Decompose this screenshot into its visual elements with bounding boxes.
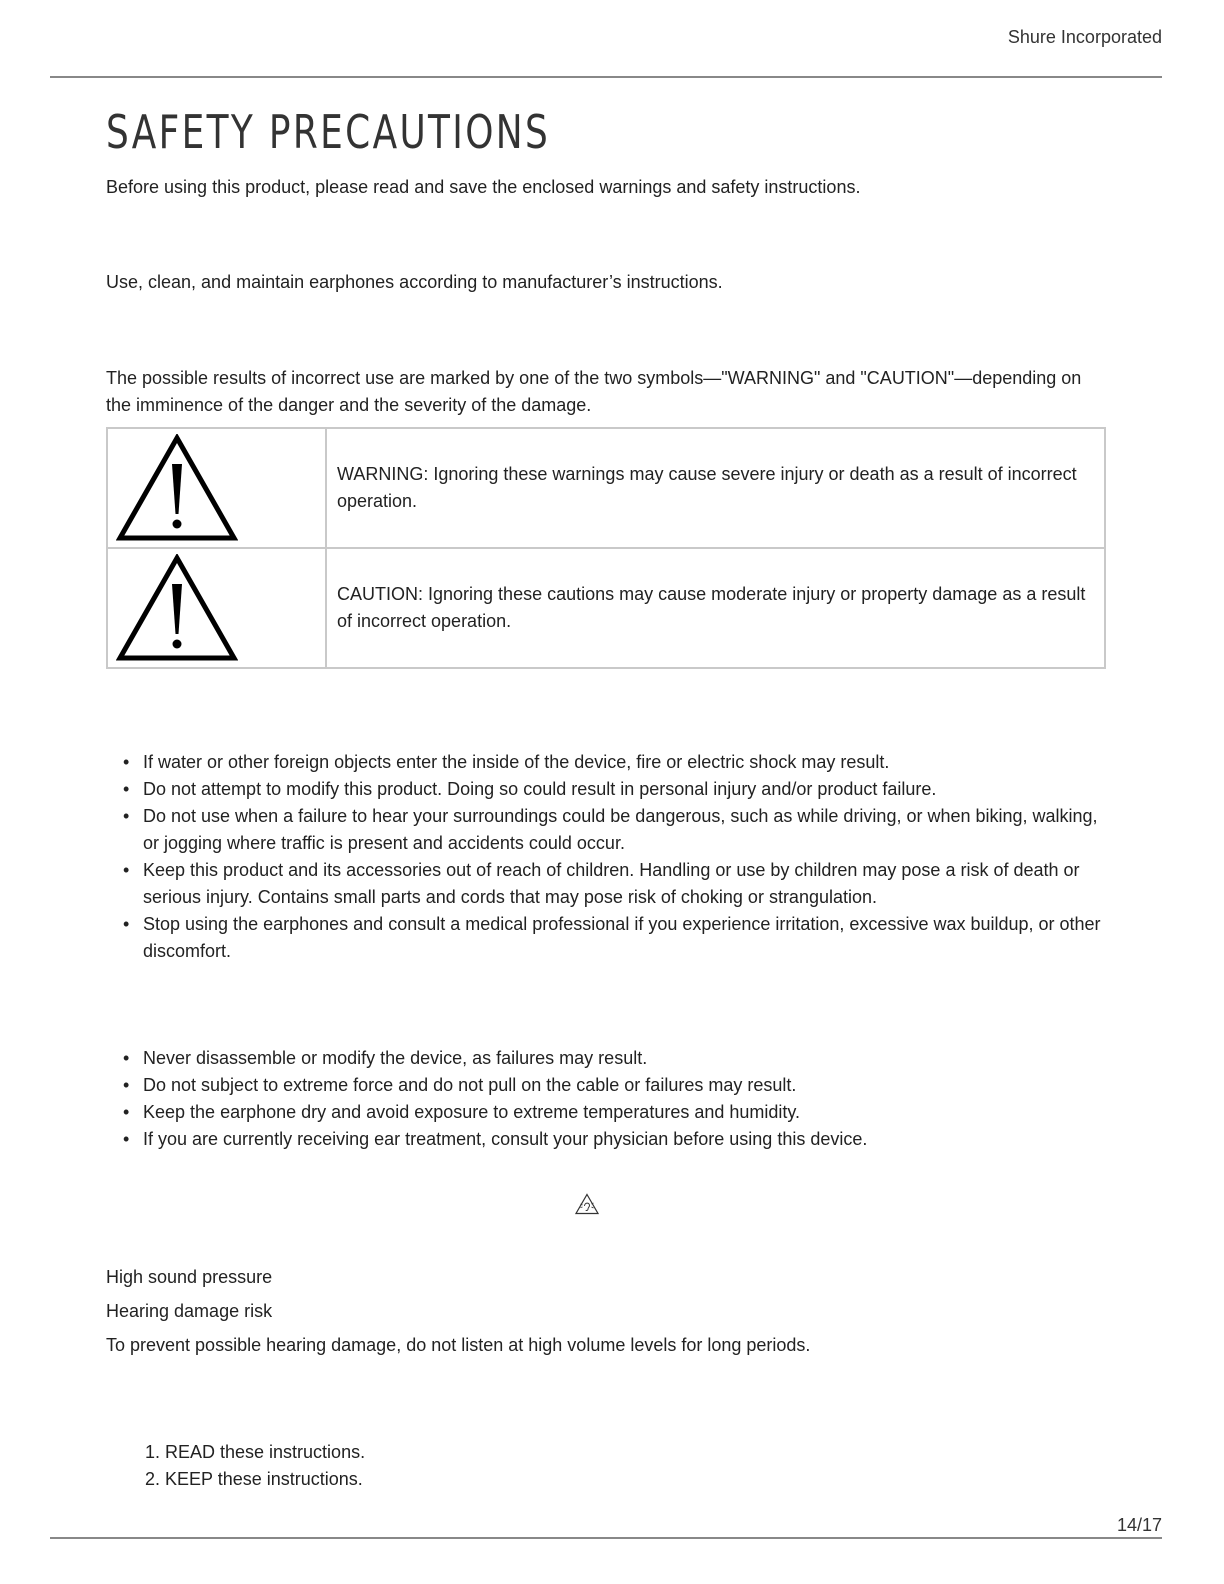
symbol-table	[106, 427, 1106, 669]
header-company-name: Shure Incorporated	[1007, 27, 1162, 47]
warning-list	[106, 749, 1106, 965]
list-item: • If water or other foreign objects enter the inside of the device, fire or electric shock may result.	[143, 749, 1106, 776]
list-item: • If you are currently receiving ear treatment, consult your physician before using this device.	[143, 1126, 1106, 1153]
list-item: 2. KEEP these instructions.	[165, 1466, 1106, 1493]
list-item: • Do not use when a failure to hear your surroundings could be dangerous, such as while driving, or when biking, walking, or jogging where traffic is present and accidents could occur.	[143, 803, 1106, 857]
use-clean-paragraph: Use, clean, and maintain earphones according to manufacturer’s instructions.	[106, 272, 723, 292]
hearing-damage-icon	[575, 1193, 599, 1215]
symbol-cell	[107, 548, 326, 668]
caution-list	[106, 1045, 1106, 1153]
symbol-description: CAUTION: Ignoring these cautions may cause moderate injury or property damage as a result of incorrect operation.	[326, 548, 1105, 668]
hearing-line-2: Hearing damage risk	[106, 1301, 273, 1321]
symbol-row-warning	[107, 428, 1105, 548]
list-item: • Do not attempt to modify this product. Doing so could result in personal injury and/or product failure.	[143, 776, 1106, 803]
list-item: • Do not subject to extreme force and do not pull on the cable or failures may result.	[143, 1072, 1106, 1099]
hearing-line-1: High sound pressure	[106, 1267, 273, 1287]
list-item: • Keep the earphone dry and avoid exposure to extreme temperatures and humidity.	[143, 1099, 1106, 1126]
list-item: 1. READ these instructions.	[165, 1439, 1106, 1466]
header-divider	[50, 76, 1162, 78]
symbol-cell	[107, 428, 326, 548]
instructions-list	[106, 1439, 1106, 1493]
warning-triangle-icon	[116, 434, 238, 542]
symbol-description: WARNING: Ignoring these warnings may cause severe injury or death as a result of incorrect operation.	[326, 428, 1105, 548]
list-item: • Keep this product and its accessories out of reach of children. Handling or use by children may pose a risk of death or serious injury. Contains small parts and cords that may pose risk of choking or strangulation.	[143, 857, 1106, 911]
list-item: • Stop using the earphones and consult a medical professional if you experience irritation, excessive wax buildup, or other discomfort.	[143, 911, 1106, 965]
hearing-line-3: To prevent possible hearing damage, do not listen at high volume levels for long periods.	[106, 1335, 811, 1355]
page-content	[106, 100, 1106, 1493]
possible-results-paragraph: The possible results of incorrect use are marked by one of the two symbols—"WARNING" and "CAUTION"—depending on the imminence of the danger and the severity of the damage.	[106, 368, 1082, 415]
symbol-row-caution	[107, 548, 1105, 668]
page-title: SAFETY PRECAUTIONS	[106, 105, 551, 159]
footer-divider	[50, 1537, 1162, 1539]
hearing-icon-wrap	[106, 1193, 1106, 1223]
intro-paragraph: Before using this product, please read and save the enclosed warnings and safety instructions.	[106, 177, 861, 197]
caution-triangle-icon	[116, 554, 238, 662]
list-item: • Never disassemble or modify the device, as failures may result.	[143, 1045, 1106, 1072]
page-number: 14/17	[1116, 1515, 1162, 1535]
